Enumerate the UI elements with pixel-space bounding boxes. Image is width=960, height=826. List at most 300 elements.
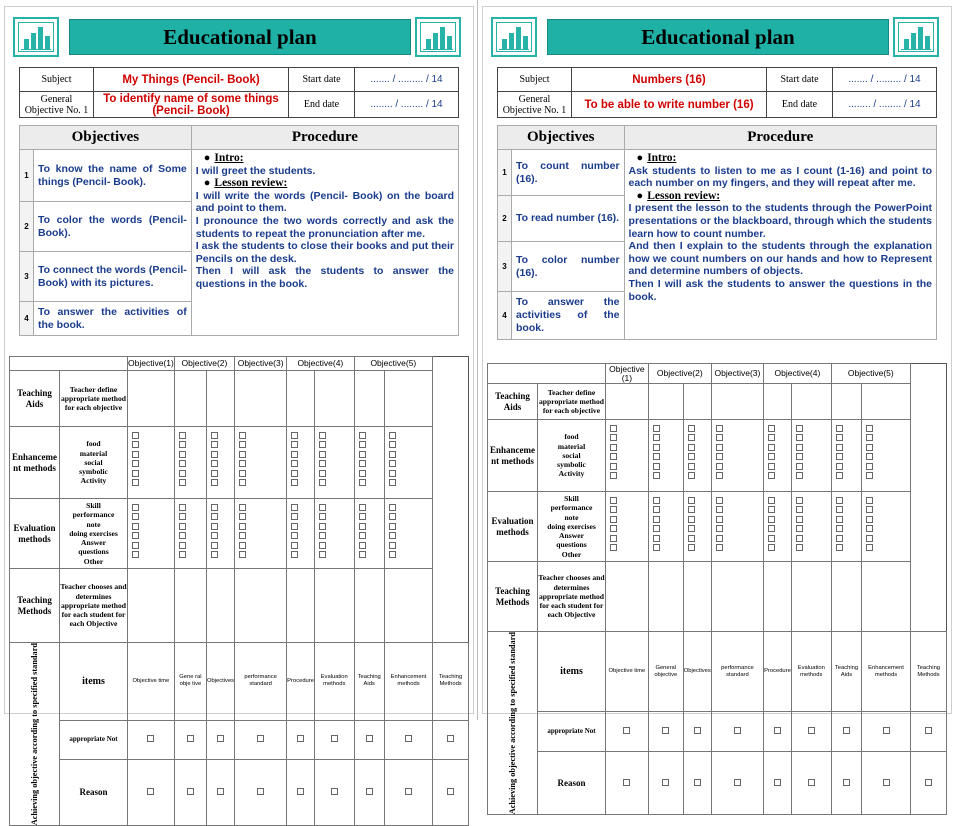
checkbox[interactable] [796,497,803,504]
checkbox[interactable] [610,472,617,479]
checkbox[interactable] [653,463,660,470]
checkbox[interactable] [211,460,218,467]
checkbox[interactable] [796,506,803,513]
checkbox[interactable] [359,451,366,458]
checkbox[interactable] [883,727,890,734]
checkbox[interactable] [405,735,412,742]
checkbox[interactable] [866,516,873,523]
checkbox[interactable] [610,453,617,460]
checkbox-cell [648,492,683,562]
checkbox[interactable] [716,472,723,479]
objectives-heading: Objectives [20,126,192,150]
checkbox[interactable] [768,453,775,460]
checkbox[interactable] [688,444,695,451]
empty-cell [764,562,792,632]
checkbox[interactable] [239,513,246,520]
checkbox[interactable] [297,735,304,742]
checkbox[interactable] [389,542,396,549]
checkbox-cell [683,492,711,562]
checkbox[interactable] [132,551,139,558]
checkbox[interactable] [179,523,186,530]
checkbox[interactable] [291,470,298,477]
checkbox[interactable] [291,479,298,486]
checkbox[interactable] [239,479,246,486]
checkbox[interactable] [132,542,139,549]
page-title: Educational plan [547,19,889,55]
checkbox[interactable] [808,727,815,734]
evaluation-item: note [564,512,579,522]
checkbox[interactable] [610,497,617,504]
checkbox[interactable] [796,472,803,479]
checkbox[interactable] [147,788,154,795]
checkbox[interactable] [796,453,803,460]
checkbox[interactable] [291,542,298,549]
checkbox[interactable] [610,544,617,551]
checkbox[interactable] [866,434,873,441]
checkbox[interactable] [359,523,366,530]
checkbox[interactable] [217,788,224,795]
checkbox[interactable] [768,463,775,470]
checkbox[interactable] [132,513,139,520]
checkbox-cell [384,427,432,499]
objective-column-header: Objective(5) [831,364,910,384]
checkbox[interactable] [291,451,298,458]
checkbox-cell [791,420,831,492]
checkbox[interactable] [653,506,660,513]
checkbox[interactable] [716,525,723,532]
checkbox[interactable] [447,788,454,795]
checkbox[interactable] [925,727,932,734]
objective-text: To color number (16). [512,242,625,292]
checkbox[interactable] [366,788,373,795]
checkbox[interactable] [132,441,139,448]
checkbox[interactable] [257,735,264,742]
enhancement-item: symbolic [79,467,108,477]
checkbox[interactable] [653,525,660,532]
objective-number: 3 [20,252,34,302]
checkbox[interactable] [768,535,775,542]
objective-column-header: Objective(1) [128,357,175,371]
empty-cell [384,569,432,643]
chart-logo-icon-left [491,17,537,57]
checkbox[interactable] [796,525,803,532]
checkbox[interactable] [447,735,454,742]
checkbox[interactable] [694,779,701,786]
checkbox[interactable] [610,506,617,513]
checkbox[interactable] [331,788,338,795]
checkbox[interactable] [291,532,298,539]
empty-cell [287,569,315,643]
checkbox[interactable] [653,472,660,479]
checkbox[interactable] [716,497,723,504]
checkbox[interactable] [653,425,660,432]
checkbox[interactable] [359,432,366,439]
checkbox[interactable] [866,463,873,470]
checkbox[interactable] [610,434,617,441]
general-objective-label: General Objective No. 1 [498,92,572,118]
checkbox-cell [711,712,763,752]
checkbox[interactable] [716,444,723,451]
checkbox[interactable] [688,544,695,551]
item-column-header: Teaching Methods [433,643,469,721]
checkbox[interactable] [866,497,873,504]
checkbox[interactable] [836,434,843,441]
checkbox[interactable] [132,451,139,458]
checkbox[interactable] [866,453,873,460]
checkbox[interactable] [179,441,186,448]
checkbox[interactable] [866,425,873,432]
checkbox[interactable] [239,470,246,477]
checkbox[interactable] [239,432,246,439]
checkbox[interactable] [796,425,803,432]
checkbox[interactable] [662,727,669,734]
checkbox[interactable] [319,432,326,439]
checkbox[interactable] [808,779,815,786]
start-date-label: Start date [767,68,833,92]
checkbox[interactable] [147,735,154,742]
checkbox[interactable] [610,463,617,470]
lesson-review-line: I ask the students to close their books and put their Pencils on the desk. [195,240,454,265]
checkbox[interactable] [796,444,803,451]
checkbox-cell [128,499,175,569]
checkbox[interactable] [211,551,218,558]
checkbox[interactable] [662,779,669,786]
checkbox[interactable] [132,460,139,467]
checkbox[interactable] [211,441,218,448]
checkbox[interactable] [843,727,850,734]
checkbox[interactable] [359,532,366,539]
checkbox[interactable] [179,542,186,549]
checkbox[interactable] [866,525,873,532]
checkbox[interactable] [774,727,781,734]
intro-line: I will greet the students. [195,164,316,177]
checkbox[interactable] [239,451,246,458]
checkbox[interactable] [389,460,396,467]
checkbox[interactable] [319,551,326,558]
checkbox[interactable] [319,532,326,539]
checkbox[interactable] [610,516,617,523]
checkbox[interactable] [389,470,396,477]
checkbox[interactable] [389,479,396,486]
checkbox[interactable] [836,506,843,513]
checkbox[interactable] [836,516,843,523]
checkbox[interactable] [610,425,617,432]
checkbox[interactable] [319,460,326,467]
checkbox[interactable] [211,532,218,539]
empty-cell [683,562,711,632]
checkbox[interactable] [211,504,218,511]
enhancement-item: symbolic [557,460,586,470]
objective-column-header: Objective(2) [648,364,711,384]
checkbox[interactable] [366,735,373,742]
checkbox[interactable] [319,451,326,458]
checkbox-cell [235,499,287,569]
checkbox[interactable] [883,779,890,786]
teaching-aids-label: Teaching Aids [10,371,60,427]
checkbox[interactable] [653,497,660,504]
checkbox[interactable] [132,532,139,539]
checkbox[interactable] [389,432,396,439]
bullet-icon: ● [636,189,644,202]
item-column-header: Enhancement methods [862,632,911,712]
checkbox[interactable] [796,535,803,542]
checkbox[interactable] [359,441,366,448]
checkbox-cell [287,499,315,569]
checkbox[interactable] [187,735,194,742]
checkbox[interactable] [688,463,695,470]
checkbox[interactable] [768,425,775,432]
checkbox[interactable] [291,460,298,467]
checkbox[interactable] [359,460,366,467]
objective-number: 4 [20,302,34,336]
objective-number: 3 [498,242,512,292]
checkbox[interactable] [389,513,396,520]
checkbox[interactable] [389,551,396,558]
lesson-review-line: Then I will ask the students to answer the questions in the book. [628,277,932,303]
checkbox[interactable] [716,506,723,513]
checkbox[interactable] [836,497,843,504]
checkbox[interactable] [653,544,660,551]
checkbox[interactable] [239,460,246,467]
teaching-methods-desc: Teacher chooses and determines appropriate method for each student for each Objective [60,569,128,643]
checkbox-cell [910,712,946,752]
checkbox[interactable] [389,532,396,539]
checkbox[interactable] [239,441,246,448]
checkbox[interactable] [179,479,186,486]
checkbox[interactable] [319,470,326,477]
checkbox[interactable] [688,516,695,523]
checkbox[interactable] [389,451,396,458]
checkbox[interactable] [239,532,246,539]
checkbox[interactable] [796,434,803,441]
checkbox[interactable] [319,513,326,520]
checkbox[interactable] [653,516,660,523]
checkbox[interactable] [653,444,660,451]
evaluation-methods-label: Evaluation methods [10,499,60,569]
checkbox[interactable] [836,444,843,451]
checkbox[interactable] [866,472,873,479]
checkbox[interactable] [836,425,843,432]
checkbox[interactable] [623,727,630,734]
checkbox[interactable] [389,504,396,511]
item-column-header: Evaluation methods [791,632,831,712]
checkbox[interactable] [211,513,218,520]
checkbox[interactable] [843,779,850,786]
checkbox[interactable] [359,551,366,558]
checkbox[interactable] [179,470,186,477]
checkbox[interactable] [291,523,298,530]
checkbox[interactable] [866,544,873,551]
checkbox[interactable] [132,523,139,530]
checkbox[interactable] [925,779,932,786]
checkbox[interactable] [688,453,695,460]
checkbox[interactable] [389,441,396,448]
checkbox[interactable] [688,535,695,542]
checkbox[interactable] [211,523,218,530]
item-column-header: Enhancement methods [384,643,432,721]
checkbox[interactable] [405,788,412,795]
checkbox[interactable] [836,453,843,460]
checkbox[interactable] [217,735,224,742]
checkbox[interactable] [623,779,630,786]
checkbox[interactable] [291,441,298,448]
checkbox[interactable] [768,516,775,523]
checkbox-cell [433,759,469,826]
checkbox[interactable] [331,735,338,742]
checkbox[interactable] [688,525,695,532]
checkbox[interactable] [768,544,775,551]
checkbox-cell [910,752,946,815]
checkbox[interactable] [866,535,873,542]
checkbox[interactable] [359,470,366,477]
checkbox[interactable] [716,453,723,460]
checkbox[interactable] [694,727,701,734]
item-column-header: General objective [648,632,683,712]
assessment-grid [487,363,947,815]
checkbox[interactable] [132,504,139,511]
checkbox[interactable] [179,532,186,539]
checkbox[interactable] [179,504,186,511]
checkbox-cell [207,427,235,499]
checkbox[interactable] [132,470,139,477]
checkbox[interactable] [319,504,326,511]
objective-number: 1 [498,150,512,196]
checkbox[interactable] [211,470,218,477]
checkbox[interactable] [653,434,660,441]
checkbox[interactable] [211,451,218,458]
achieving-objective-label: Achieving objective according to specified standard [10,643,60,826]
checkbox[interactable] [239,551,246,558]
checkbox[interactable] [768,497,775,504]
checkbox-cell [791,492,831,562]
checkbox[interactable] [688,472,695,479]
checkbox[interactable] [359,542,366,549]
checkbox[interactable] [610,535,617,542]
checkbox[interactable] [653,453,660,460]
checkbox[interactable] [132,432,139,439]
empty-cell [354,569,384,643]
checkbox[interactable] [866,444,873,451]
checkbox[interactable] [359,513,366,520]
intro-title: Intro: [647,152,677,164]
checkbox[interactable] [239,542,246,549]
checkbox[interactable] [716,544,723,551]
checkbox[interactable] [716,516,723,523]
checkbox[interactable] [239,504,246,511]
checkbox[interactable] [716,535,723,542]
checkbox[interactable] [359,504,366,511]
checkbox[interactable] [768,444,775,451]
lesson-review-title: Lesson review: [647,189,721,202]
checkbox[interactable] [179,551,186,558]
subject-value: Numbers (16) [572,68,767,92]
checkbox[interactable] [866,506,873,513]
checkbox[interactable] [774,779,781,786]
lesson-review-line: And then I explain to the students through the explanation how we count numbers on our hands and how to Represent and determine numbers of objects. [628,240,932,278]
checkbox[interactable] [319,479,326,486]
checkbox[interactable] [610,444,617,451]
checkbox[interactable] [796,516,803,523]
lesson-plan-page-1 [4,6,474,826]
checkbox-cell [207,499,235,569]
checkbox[interactable] [836,544,843,551]
checkbox[interactable] [688,425,695,432]
evaluation-methods-label: Evaluation methods [488,492,538,562]
checkbox[interactable] [319,523,326,530]
checkbox[interactable] [297,788,304,795]
checkbox[interactable] [319,441,326,448]
procedure-text [191,150,458,336]
checkbox[interactable] [257,788,264,795]
checkbox[interactable] [179,460,186,467]
checkbox[interactable] [187,788,194,795]
checkbox[interactable] [768,472,775,479]
checkbox[interactable] [716,434,723,441]
checkbox[interactable] [359,479,366,486]
checkbox[interactable] [836,463,843,470]
appropriate-label: appropriate Not [538,712,606,752]
checkbox[interactable] [179,432,186,439]
checkbox[interactable] [768,506,775,513]
objective-column-header: Objective(5) [354,357,433,371]
checkbox[interactable] [796,463,803,470]
item-column-header: Objective time [128,643,175,721]
checkbox[interactable] [836,525,843,532]
checkbox[interactable] [716,425,723,432]
item-column-header: Objective time [606,632,649,712]
enhancement-item: material [79,448,108,458]
checkbox[interactable] [610,525,617,532]
checkbox[interactable] [211,479,218,486]
procedure-heading: Procedure [624,126,936,150]
item-column-header: Procedure [764,632,792,712]
checkbox[interactable] [179,451,186,458]
checkbox[interactable] [291,551,298,558]
checkbox[interactable] [688,434,695,441]
checkbox[interactable] [688,497,695,504]
checkbox[interactable] [768,434,775,441]
enhancement-item: Activity [558,469,585,479]
checkbox[interactable] [291,432,298,439]
checkbox[interactable] [836,535,843,542]
checkbox[interactable] [734,727,741,734]
checkbox[interactable] [239,523,246,530]
checkbox[interactable] [291,513,298,520]
checkbox[interactable] [179,513,186,520]
checkbox[interactable] [768,525,775,532]
end-date-value: ........ / ........ / 14 [833,92,937,118]
checkbox[interactable] [716,463,723,470]
empty-cell [648,562,683,632]
checkbox[interactable] [291,504,298,511]
checkbox[interactable] [389,523,396,530]
checkbox[interactable] [653,535,660,542]
checkbox-cell [764,420,792,492]
checkbox[interactable] [132,479,139,486]
checkbox[interactable] [319,542,326,549]
checkbox[interactable] [796,544,803,551]
item-column-header: Teaching Aids [831,632,861,712]
checkbox[interactable] [836,472,843,479]
evaluation-item: Other [83,556,104,566]
checkbox[interactable] [734,779,741,786]
checkbox-cell [174,759,206,826]
checkbox[interactable] [688,506,695,513]
objective-column-header: Objective(4) [287,357,354,371]
checkbox[interactable] [211,432,218,439]
checkbox-cell [235,759,287,826]
checkbox[interactable] [211,542,218,549]
